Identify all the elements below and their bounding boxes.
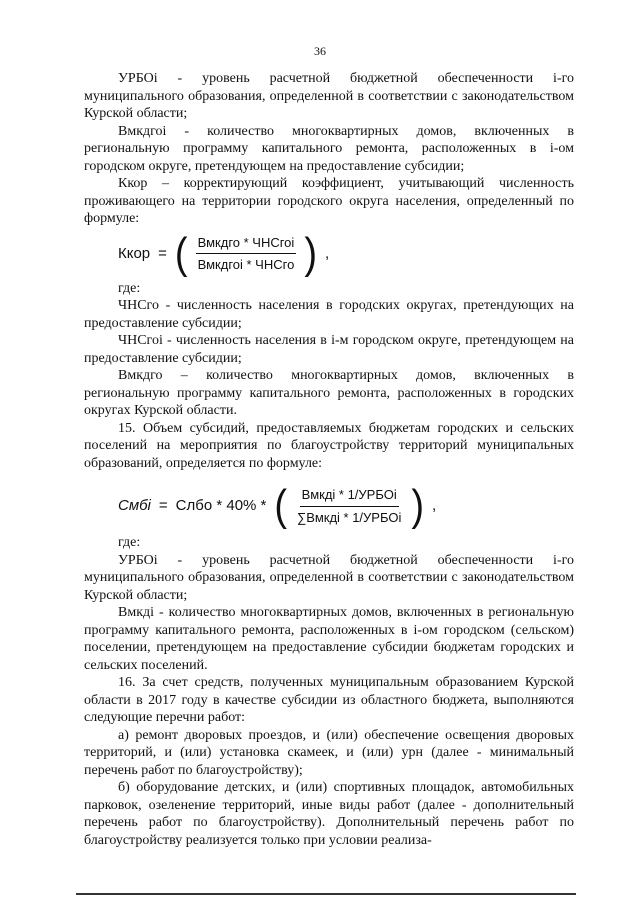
paragraph-chnsgo-definition: ЧНСго - численность населения в городских округах, претендующих на предоставление субсидии;: [84, 298, 574, 331]
formula-kkor: [118, 229, 574, 278]
open-paren: (: [174, 229, 188, 278]
paragraph-section-15: 15. Объем субсидий, предоставляемых бюджетам городских и сельских поселений на мероприятия по благоустройству территорий муниципальных образований, определяется по формуле:: [84, 420, 574, 471]
page-number: 36: [314, 44, 326, 58]
document-body: [84, 70, 574, 849]
formula-smbi-fraction: [295, 486, 403, 526]
formula-kkor-lhs: Ккор: [118, 244, 151, 262]
formula-smbi-lhs: Смбi: [118, 497, 151, 515]
where-label: где:: [118, 535, 141, 550]
paragraph-urboi-definition-2: УРБОi - уровень расчетной бюджетной обеспеченности i-го муниципального образования, определенной в соответствии с законодательством Курской области;: [84, 552, 574, 603]
paragraph-chnsgoi-definition: ЧНСгоi - численность населения в i-м городском округе, претендующем на предоставление субсидии;: [84, 333, 574, 366]
formula-smbi-prefix: Слбо * 40% *: [175, 497, 267, 515]
paragraph-vmkdi-definition: Вмкдi - количество многоквартирных домов, включенных в региональную программу капитального ремонта, расположенных в i-ом городском (сельском) поселении, претендующем на предоставление субсидии бюджетам городских и сельских поселений.: [84, 605, 574, 673]
formula-kkor-fraction: [196, 234, 297, 274]
formula-smbi-tail: ,: [432, 497, 437, 515]
formula-smbi: [118, 481, 574, 531]
formula-kkor-numerator: Вмкдго * ЧНСгоi: [196, 234, 297, 255]
formula-kkor-denominator: Вмкдгоi * ЧНСго: [197, 257, 295, 272]
formula-smbi-numerator: Вмкдi * 1/УРБОi: [300, 486, 399, 507]
paragraph-section-16b: б) оборудование детских, и (или) спортивных площадок, автомобильных парковок, озеленение территорий, иные виды работ (далее - дополнительный перечень работ по благоустройству). Дополнительный перечень работ по благоустройству реализуется только при условии реализа-: [84, 780, 574, 848]
close-paren: ): [304, 229, 317, 278]
formula-kkor-tail: ,: [324, 244, 330, 262]
paragraph-kkor-definition: Ккор – корректирующий коэффициент, учитывающий численность проживающего на территории городского округа населения, определенный по формуле:: [84, 176, 574, 226]
paragraph-vmkdgo-definition: Вмкдго – количество многоквартирных домов, включенных в региональную программу капитального ремонта, расположенных в городских округах Курской области.: [84, 368, 574, 418]
paragraph-vmkdgoi-definition: Вмкдгоi - количество многоквартирных домов, включенных в региональную программу капитального ремонта, расположенных в i-ом городском округе, претендующем на предоставление субсидии;: [84, 123, 574, 174]
paragraph-section-16: 16. За счет средств, полученных муниципальным образованием Курской области в 2017 году в качестве субсидии из областного бюджета, выполняются следующие перечни работ:: [84, 675, 574, 725]
paragraph-section-16a: а) ремонт дворовых проездов, и (или) обеспечение освещения дворовых территорий, и (или) установка скамеек, и (или) урн (далее - минимальный перечень работ по благоустройству);: [84, 727, 574, 778]
bottom-rule: [76, 893, 576, 895]
formula-smbi-equals: =: [158, 497, 168, 515]
close-paren: ): [411, 481, 425, 531]
paragraph-urboi-definition: УРБОi - уровень расчетной бюджетной обеспеченности i-го муниципального образования, определенной в соответствии с законодательством Курской области;: [84, 71, 574, 121]
formula-kkor-equals: =: [158, 244, 167, 262]
formula-smbi-denominator: ∑Вмкдi * 1/УРБОi: [297, 509, 402, 525]
open-paren: (: [274, 481, 288, 531]
where-label: где:: [118, 280, 141, 296]
